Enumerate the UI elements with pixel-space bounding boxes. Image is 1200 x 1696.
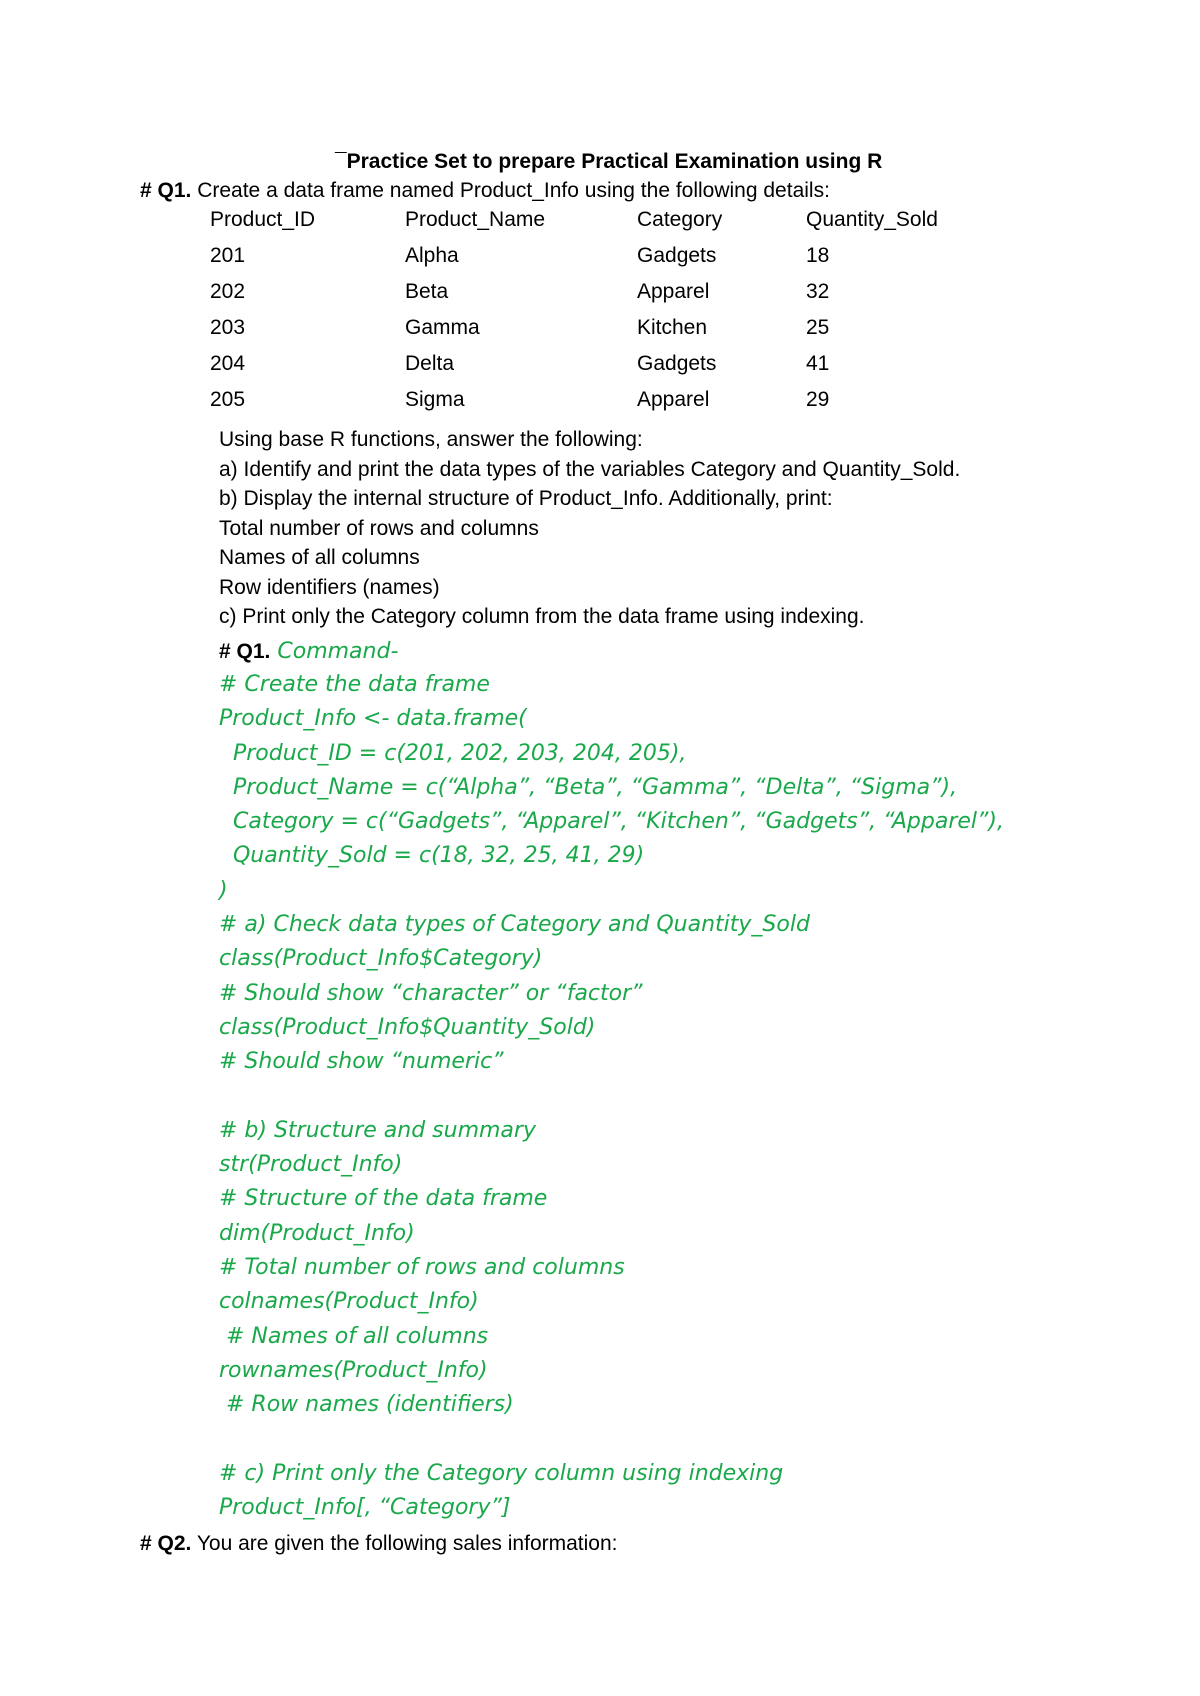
product-info-table <box>210 208 966 424</box>
table-cell: 204 <box>210 352 246 375</box>
code-line: # Should show “numeric” <box>219 1049 504 1075</box>
table-cell: 205 <box>210 388 246 411</box>
table-cell: Kitchen <box>637 316 708 339</box>
code-line: dim(Product_Info) <box>219 1220 415 1246</box>
instruction-line: Row identifiers (names) <box>219 575 440 599</box>
q2-heading <box>140 1529 617 1558</box>
code-line: rownames(Product_Info) <box>219 1357 488 1383</box>
code-line: class(Product_Info$Category) <box>219 946 543 972</box>
r-code-block <box>219 668 1004 1525</box>
q2-text: You are given the following sales information: <box>191 1532 618 1555</box>
code-line: colnames(Product_Info) <box>219 1289 479 1315</box>
table-row <box>210 316 966 352</box>
table-cell: Gamma <box>405 316 480 339</box>
code-line: Product_Info[, “Category”] <box>219 1495 511 1521</box>
code-line: Category = c(“Gadgets”, “Apparel”, “Kitchen”, “Gadgets”, “Apparel”), <box>219 809 1005 835</box>
code-line: # Should show “character” or “factor” <box>219 980 643 1006</box>
code-line: Product_Name = c(“Alpha”, “Beta”, “Gamma”, “Delta”, “Sigma”), <box>219 774 958 800</box>
table-cell: 203 <box>210 316 246 339</box>
table-cell: Apparel <box>637 280 710 303</box>
q1-command-label: # Q1. <box>219 640 271 663</box>
code-line: ) <box>219 877 228 903</box>
table-cell: Alpha <box>405 244 459 267</box>
table-header: Product_ID <box>210 208 316 231</box>
table-cell: 202 <box>210 280 246 303</box>
code-line <box>219 1080 1004 1114</box>
table-header: Product_Name <box>405 208 546 231</box>
table-header: Category <box>637 208 723 231</box>
table-cell: 18 <box>806 244 830 267</box>
table-header: Quantity_Sold <box>806 208 938 231</box>
table-row <box>210 388 966 424</box>
code-line: str(Product_Info) <box>219 1152 403 1178</box>
q1-heading <box>140 176 830 205</box>
table-row <box>210 352 966 388</box>
code-line: # a) Check data types of Category and Quantity_Sold <box>219 912 810 938</box>
table-cell: 29 <box>806 388 830 411</box>
table-cell: 32 <box>806 280 830 303</box>
table-row <box>210 244 966 280</box>
code-line: Product_Info <- data.frame( <box>219 706 527 732</box>
code-line: # Structure of the data frame <box>219 1186 548 1212</box>
table-header-row <box>210 208 966 244</box>
code-line: Quantity_Sold = c(18, 32, 25, 41, 29) <box>219 843 645 869</box>
table-cell: Delta <box>405 352 455 375</box>
code-line: # Total number of rows and columns <box>219 1255 625 1281</box>
code-line: class(Product_Info$Quantity_Sold) <box>219 1014 596 1040</box>
code-line: # Row names (identifiers) <box>219 1392 514 1418</box>
table-cell: Gadgets <box>637 244 717 267</box>
code-line: Product_ID = c(201, 202, 203, 204, 205), <box>219 740 687 766</box>
instruction-line: b) Display the internal structure of Product_Info. Additionally, print: <box>219 487 833 510</box>
table-cell: 201 <box>210 244 246 267</box>
instruction-line: Names of all columns <box>219 546 420 569</box>
q1-label: # Q1. <box>140 179 192 202</box>
document-title: ¯Practice Set to prepare Practical Examination using R <box>335 150 883 173</box>
instruction-line: Total number of rows and columns <box>219 516 539 540</box>
table-cell: Sigma <box>405 388 465 411</box>
instruction-line: c) Print only the Category column from the data frame using indexing. <box>219 605 865 628</box>
table-row <box>210 280 966 316</box>
instruction-line: Using base R functions, answer the following: <box>219 428 643 451</box>
table-cell: Gadgets <box>637 352 717 375</box>
code-line <box>219 1423 1004 1457</box>
table-cell: Beta <box>405 280 449 303</box>
q1-command-text: Command- <box>270 639 399 664</box>
code-line: # Names of all columns <box>219 1323 489 1349</box>
code-line: # c) Print only the Category column using indexing <box>219 1460 784 1486</box>
code-line: # b) Structure and summary <box>219 1117 536 1143</box>
q1-command-heading <box>219 637 398 666</box>
instruction-line: a) Identify and print the data types of the variables Category and Quantity_Sold. <box>219 457 961 481</box>
q1-instructions <box>219 425 960 632</box>
q2-label: # Q2. <box>140 1532 192 1555</box>
table-cell: 25 <box>806 316 830 339</box>
table-cell: 41 <box>806 352 830 375</box>
table-cell: Apparel <box>637 388 710 411</box>
code-line: # Create the data frame <box>219 672 490 697</box>
q1-text: Create a data frame named Product_Info using the following details: <box>191 179 830 202</box>
